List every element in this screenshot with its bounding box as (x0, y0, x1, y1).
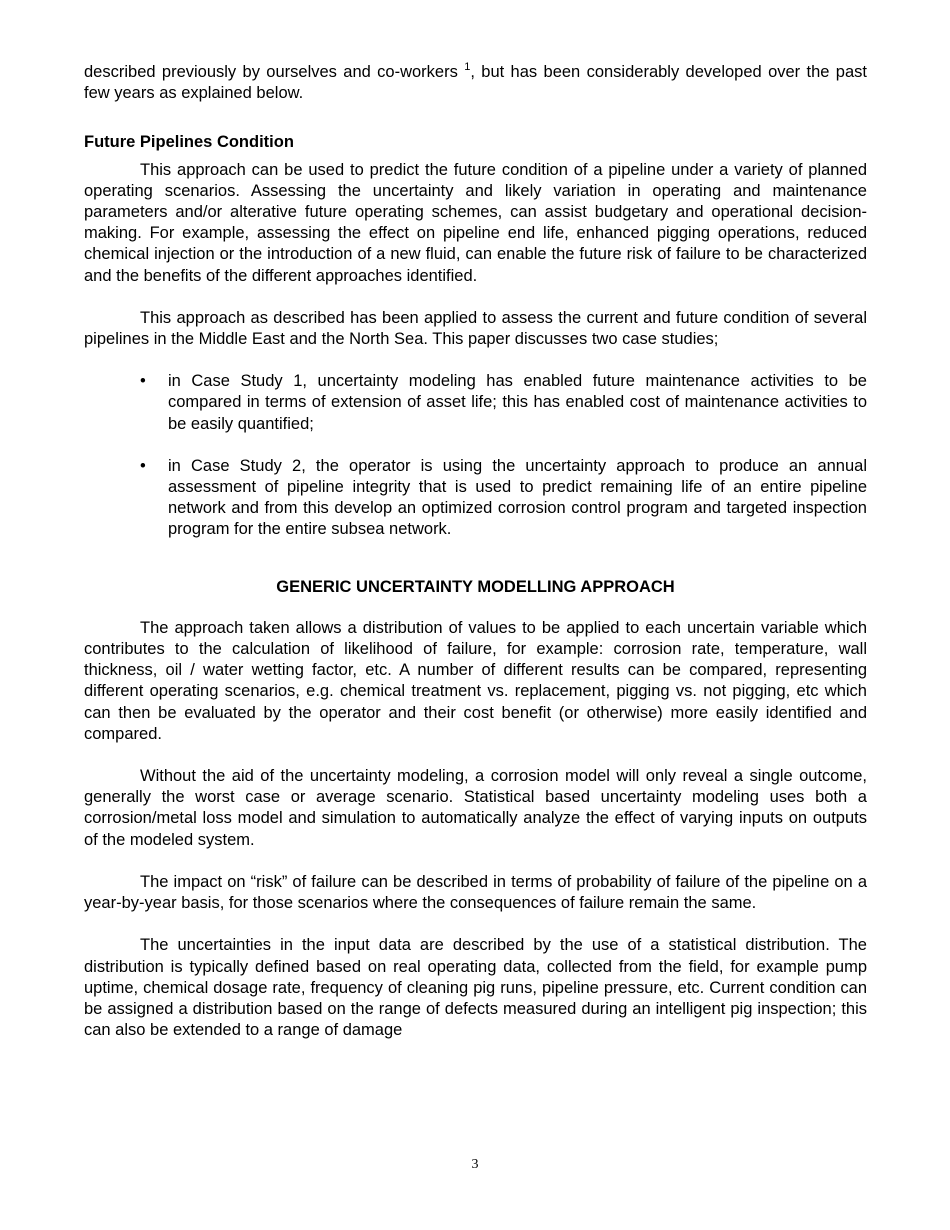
page-body (84, 62, 867, 1041)
intro-text-cont: , but has been considerably developed over the past few years as explained below. (84, 63, 867, 103)
future-paragraph-2: This approach as described has been applied to assess the current and future condition of several pipelines in the Middle East and the North Sea. This paper discusses two case studies; (84, 308, 867, 349)
intro-paragraph (84, 62, 867, 104)
case-study-list (84, 371, 867, 540)
generic-uncertainty-heading: GENERIC UNCERTAINTY MODELLING APPROACH (276, 577, 675, 596)
case-study-2-item (84, 456, 867, 541)
intro-text: described previously by ourselves and co-workers (84, 63, 465, 81)
case-study-1-item (84, 371, 867, 435)
future-paragraph-1: This approach can be used to predict the future condition of a pipeline under a variety of planned operating scenarios. Assessing the uncertainty and likely variation in operating and maintenance parameters and/or alterative future operating schemes, can assist budgetary and operational decision-making. For example, assessing the effect on pipeline end life, enhanced pigging operations, reduced chemical injection or the introduction of a new fluid, can enable the future risk of failure to be characterized and the benefits of the different approaches identified. (84, 160, 867, 285)
reference-superscript: 1 (464, 60, 471, 73)
generic-paragraph-3: The impact on “risk” of failure can be described in terms of probability of failure of the pipeline on a year-by-year basis, for those scenarios where the consequences of failure remain the same. (84, 872, 867, 913)
bullet-icon: • (140, 372, 146, 391)
future-pipelines-heading: Future Pipelines Condition (84, 133, 294, 152)
generic-paragraph-2: Without the aid of the uncertainty modeling, a corrosion model will only reveal a single outcome, generally the worst case or average scenario. Statistical based uncertainty modeling uses both a corrosion/metal loss model and simulation to automatically analyze the effect of varying inputs on outputs of the modeled system. (84, 767, 867, 849)
bullet-icon: • (140, 456, 146, 475)
page-number: 3 (471, 1157, 479, 1172)
generic-paragraph-1: The approach taken allows a distribution of values to be applied to each uncertain variable which contributes to the calculation of likelihood of failure, for example: corrosion rate, temperature, wall thickness, oil / water wetting factor, etc. A number of different results can be compared, representing different operating scenarios, e.g. chemical treatment vs. replacement, pigging vs. not pigging, etc which can then be evaluated by the operator and their cost benefit (or otherwise) more easily identified and compared. (84, 618, 867, 743)
case-study-1-text: in Case Study 1, uncertainty modeling has enabled future maintenance activities to be compared in terms of extension of asset life; this has enabled cost of maintenance activities to be easily quantified; (168, 372, 867, 433)
case-study-2-text: in Case Study 2, the operator is using the uncertainty approach to produce an annual assessment of pipeline integrity that is used to predict remaining life of an entire pipeline network and from this develop an optimized corrosion control program and targeted inspection program for the entire subsea network. (168, 456, 867, 539)
generic-paragraph-4: The uncertainties in the input data are described by the use of a statistical distribution. The distribution is typically defined based on real operating data, collected from the field, for example pump uptime, chemical dosage rate, frequency of cleaning pig runs, pipeline pressure, etc. Current condition can be assigned a distribution based on the range of defects measured during an intelligent pig inspection; this can also be extended to a range of damage (84, 936, 867, 1040)
